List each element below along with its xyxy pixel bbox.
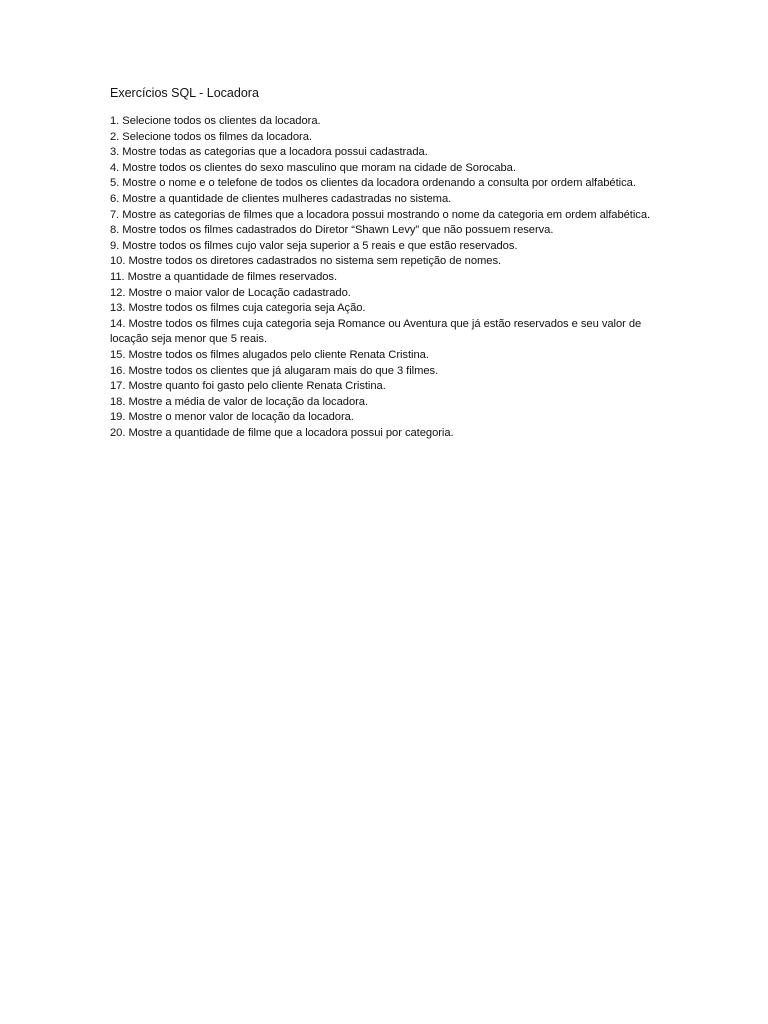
exercise-item-3: 3. Mostre todas as categorias que a locadora possui cadastrada.: [110, 146, 428, 159]
exercise-item-12: 12. Mostre o maior valor de Locação cadastrado.: [110, 286, 351, 299]
exercise-item-4: 4. Mostre todos os clientes do sexo masculino que moram na cidade de Sorocaba.: [110, 161, 516, 174]
exercise-item-9: 9. Mostre todos os filmes cujo valor seja superior a 5 reais e que estão reservados.: [110, 239, 518, 252]
exercise-item-5: 5. Mostre o nome e o telefone de todos os clientes da locadora ordenando a consulta por ordem alfabética.: [110, 177, 636, 190]
exercise-item-6: 6. Mostre a quantidade de clientes mulheres cadastradas no sistema.: [110, 192, 452, 205]
exercise-item-14: 14. Mostre todos os filmes cuja categoria seja Romance ou Aventura que já estão reservados e seu valor de locação seja menor que 5 reais.: [110, 317, 642, 346]
exercise-item-13: 13. Mostre todos os filmes cuja categoria seja Ação.: [110, 302, 366, 315]
document-content: [110, 84, 662, 441]
exercise-item-16: 16. Mostre todos os clientes que já alugaram mais do que 3 filmes.: [110, 364, 439, 377]
exercise-item-1: 1. Selecione todos os clientes da locadora.: [110, 115, 321, 127]
exercise-item-20: 20. Mostre a quantidade de filme que a locadora possui por categoria.: [110, 426, 454, 439]
exercise-item-15: 15. Mostre todos os filmes alugados pelo cliente Renata Cristina.: [110, 348, 429, 361]
exercise-item-18: 18. Mostre a média de valor de locação da locadora.: [110, 395, 369, 408]
exercise-item-8: 8. Mostre todos os filmes cadastrados do Diretor “Shawn Levy” que não possuem reserva.: [110, 224, 554, 237]
exercise-item-17: 17. Mostre quanto foi gasto pelo cliente Renata Cristina.: [110, 380, 386, 393]
document-title: Exercícios SQL - Locadora: [110, 86, 259, 100]
exercise-item-11: 11. Mostre a quantidade de filmes reservados.: [110, 270, 338, 283]
exercise-list: [110, 114, 662, 441]
exercise-item-10: 10. Mostre todos os diretores cadastrados no sistema sem repetição de nomes.: [110, 255, 502, 268]
exercise-item-7: 7. Mostre as categorias de filmes que a locadora possui mostrando o nome da categoria em ordem alfabética.: [110, 208, 651, 221]
exercise-item-2: 2. Selecione todos os filmes da locadora.: [110, 130, 312, 143]
exercise-item-19: 19. Mostre o menor valor de locação da locadora.: [110, 411, 354, 424]
